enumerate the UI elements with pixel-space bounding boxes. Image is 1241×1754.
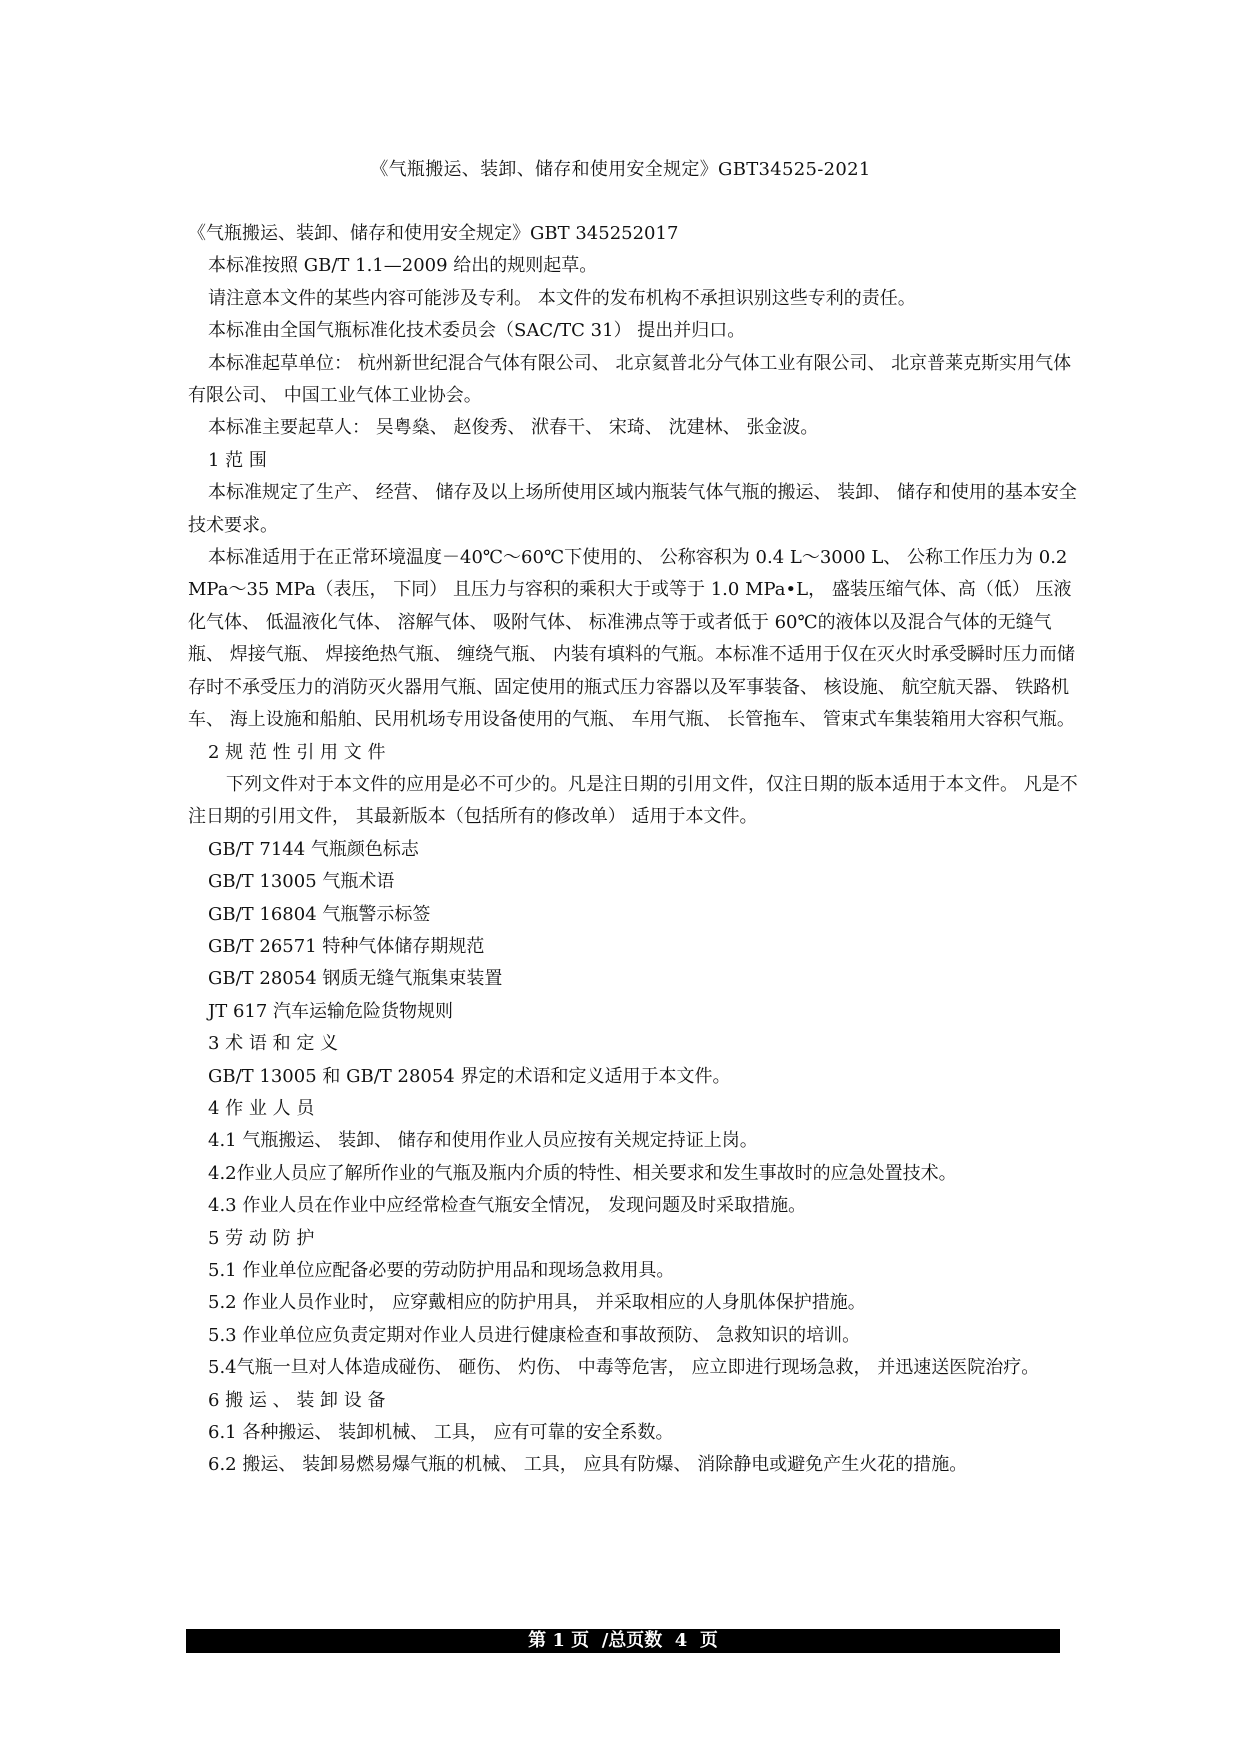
paragraph: 5 劳 动 防 护	[208, 1227, 315, 1249]
paragraph: 5.3 作业单位应负责定期对作业人员进行健康检查和事故预防、 急救知识的培训。	[208, 1324, 861, 1346]
paragraph: 6 搬 运 、 装 卸 设 备	[208, 1389, 386, 1411]
document-body	[188, 218, 1078, 1482]
paragraph: GB/T 26571 特种气体储存期规范	[208, 935, 485, 957]
paragraph: 4.2作业人员应了解所作业的气瓶及瓶内介质的特性、相关要求和发生事故时的应急处置技术。	[208, 1162, 957, 1184]
paragraph: GB/T 7144 气瓶颜色标志	[208, 838, 419, 860]
paragraph: 《气瓶搬运、装卸、储存和使用安全规定》GBT 345252017	[188, 223, 679, 244]
paragraph: 6.1 各种搬运、 装卸机械、 工具， 应有可靠的安全系数。	[208, 1422, 674, 1444]
paragraph: 4.1 气瓶搬运、 装卸、 储存和使用作业人员应按有关规定持证上岗。	[208, 1130, 758, 1152]
paragraph: 本标准规定了生产、 经营、 储存及以上场所使用区域内瓶装气体气瓶的搬运、 装卸、 储存和使用的基本安全技术要求。	[188, 482, 1077, 536]
paragraph: 4.3 作业人员在作业中应经常检查气瓶安全情况， 发现问题及时采取措施。	[208, 1195, 807, 1217]
paragraph: GB/T 13005 气瓶术语	[208, 871, 395, 893]
paragraph: 2 规 范 性 引 用 文 件	[208, 741, 386, 763]
document-title: 《气瓶搬运、装卸、储存和使用安全规定》GBT34525-2021	[370, 159, 871, 180]
paragraph: 请注意本文件的某些内容可能涉及专利。 本文件的发布机构不承担识别这些专利的责任。	[208, 287, 916, 309]
paragraph: 5.1 作业单位应配备必要的劳动防护用品和现场急救用具。	[208, 1260, 675, 1281]
paragraph: GB/T 28054 钢质无缝气瓶集束装置	[208, 968, 503, 990]
paragraph: 3 术 语 和 定 义	[208, 1033, 339, 1055]
paragraph: GB/T 16804 气瓶警示标签	[208, 903, 431, 925]
paragraph: 1 范 围	[208, 449, 267, 471]
paragraph: JT 617 汽车运输危险货物规则	[208, 1000, 454, 1022]
paragraph: 4 作 业 人 员	[208, 1097, 315, 1119]
paragraph: 5.4气瓶一旦对人体造成碰伤、 砸伤、 灼伤、 中毒等危害， 应立即进行现场急救， 并迅速送医院治疗。	[208, 1357, 1040, 1379]
paragraph: 本标准起草单位： 杭州新世纪混合气体有限公司、 北京氦普北分气体工业有限公司、 北京普莱克斯实用气体有限公司、 中国工业气体工业协会。	[188, 352, 1072, 407]
paragraph: 本标准按照 GB/T 1.1—2009 给出的规则起草。	[208, 255, 598, 277]
page-number-label: 第 1 页 /总页数 4 页	[528, 1630, 718, 1651]
paragraph: 本标准适用于在正常环境温度－40℃～60℃下使用的、 公称容积为 0.4 L～3000 L、 公称工作压力为 0.2 MPa～35 MPa（表压， 下同） 且压力与容积的乘积大于或等于 1.0 MPa•L， 盛装压缩气体、高（低） 压液化气体、 低温液化气体、 溶解气体、 吸附气体、 标准沸点等于或者低于 60℃的液体以及混合气体的无缝气瓶、 焊接气瓶、 焊接绝热气瓶、 缠绕气瓶、 内装有填料的气瓶。本标准不适用于仅在灭火时承受瞬时压力而储存时不承受压力的消防灭火器用气瓶、固定使用的瓶式压力容器以及军事装备、 核设施、 航空航天器、 铁路机车、 海上设施和船舶、民用机场专用设备使用的气瓶、 车用气瓶、 长管拖车、 管束式车集装箱用大容积气瓶。	[188, 547, 1075, 731]
page-footer-bar	[186, 1629, 1060, 1653]
paragraph: 本标准由全国气瓶标准化技术委员会（SAC/TC 31） 提出并归口。	[208, 320, 746, 342]
paragraph: 6.2 搬运、 装卸易燃易爆气瓶的机械、 工具， 应具有防爆、 消除静电或避免产生火花的措施。	[208, 1454, 968, 1476]
paragraph: 5.2 作业人员作业时， 应穿戴相应的防护用具， 并采取相应的人身肌体保护措施。	[208, 1292, 866, 1314]
paragraph: GB/T 13005 和 GB/T 28054 界定的术语和定义适用于本文件。	[208, 1065, 731, 1087]
paragraph: 本标准主要起草人： 吴粤燊、 赵俊秀、 洑春干、 宋琦、 沈建林、 张金波。	[208, 417, 819, 439]
paragraph: 下列文件对于本文件的应用是必不可少的。凡是注日期的引用文件，仅注日期的版本适用于本文件。 凡是不注日期的引用文件， 其最新版本（包括所有的修改单） 适用于本文件。	[188, 773, 1078, 828]
